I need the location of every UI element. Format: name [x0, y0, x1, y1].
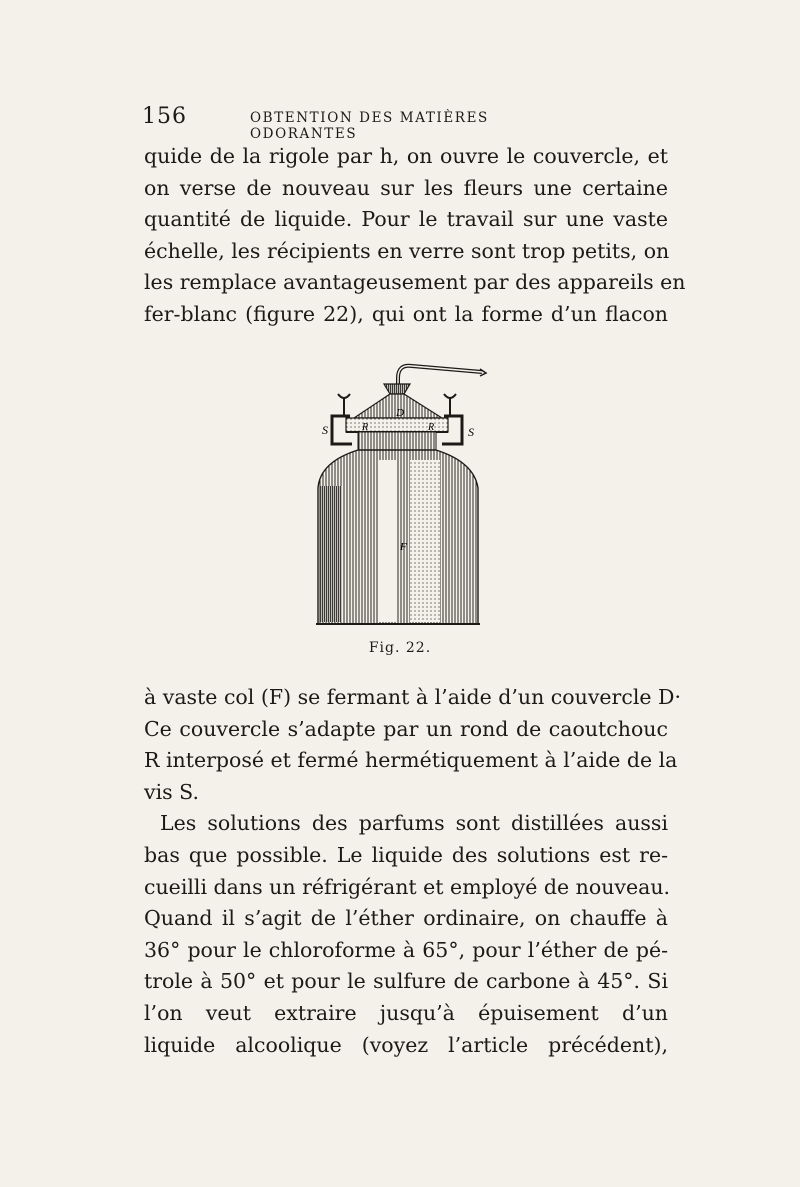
text-line: vis S.: [144, 779, 200, 804]
text-line: bas que possible. Le liquide des solutions est re-: [144, 842, 668, 867]
text-line: on verse de nouveau sur les fleurs une certaine: [144, 175, 668, 200]
page-number: 156: [142, 104, 187, 129]
text-line: à vaste col (F) se fermant à l’aide d’un couvercle D·: [144, 685, 681, 709]
running-title: OBTENTION DES MATIÈRES ODORANTES: [250, 110, 489, 142]
page-header: [142, 104, 582, 142]
text-line: les remplace avantageusement par des appareils en: [144, 270, 686, 295]
text-line: l’on veut extraire jusqu’à épuisement d’un: [144, 1000, 668, 1025]
text-line: quide de la rigole par h, on ouvre le couvercle, et: [144, 144, 668, 168]
label-f: F: [400, 541, 407, 553]
text-line: liquide alcoolique (voyez l’article précédent),: [144, 1032, 668, 1057]
paragraph-after-figure: [144, 682, 681, 1061]
label-s-right: S: [468, 425, 474, 439]
text-line: trole à 50° et pour le sulfure de carbone à 45°. Si: [144, 969, 668, 994]
text-line: échelle, les récipients en verre sont trop petits, on: [144, 238, 670, 263]
paragraph-before-figure: [144, 141, 686, 331]
figure-caption: Fig. 22.: [368, 640, 432, 656]
text-line: quantité de liquide. Pour le travail sur une vaste: [144, 207, 668, 232]
text-line: cueilli dans un réfrigérant et employé de nouveau.: [144, 874, 671, 899]
text-line: Les solutions des parfums sont distillées aussi: [160, 811, 668, 836]
label-r-left: R: [362, 422, 369, 433]
text-line: Quand il s’agit de l’éther ordinaire, on chauffe à: [144, 906, 668, 931]
label-d: D: [396, 407, 404, 419]
text-line: Ce couvercle s’adapte par un rond de caoutchouc: [144, 716, 668, 741]
text-line: 36° pour le chloroforme à 65°, pour l’éther de pé-: [144, 937, 668, 962]
text-line: R interposé et fermé hermétiquement à l’aide de la: [144, 748, 678, 773]
label-r-right: R: [428, 422, 435, 433]
label-s-left: S: [322, 423, 328, 437]
text-line: fer-blanc (figure 22), qui ont la forme d’un flacon: [144, 301, 668, 326]
figure-22-tin-flask: [310, 350, 500, 650]
flask-illustration: [310, 350, 500, 650]
